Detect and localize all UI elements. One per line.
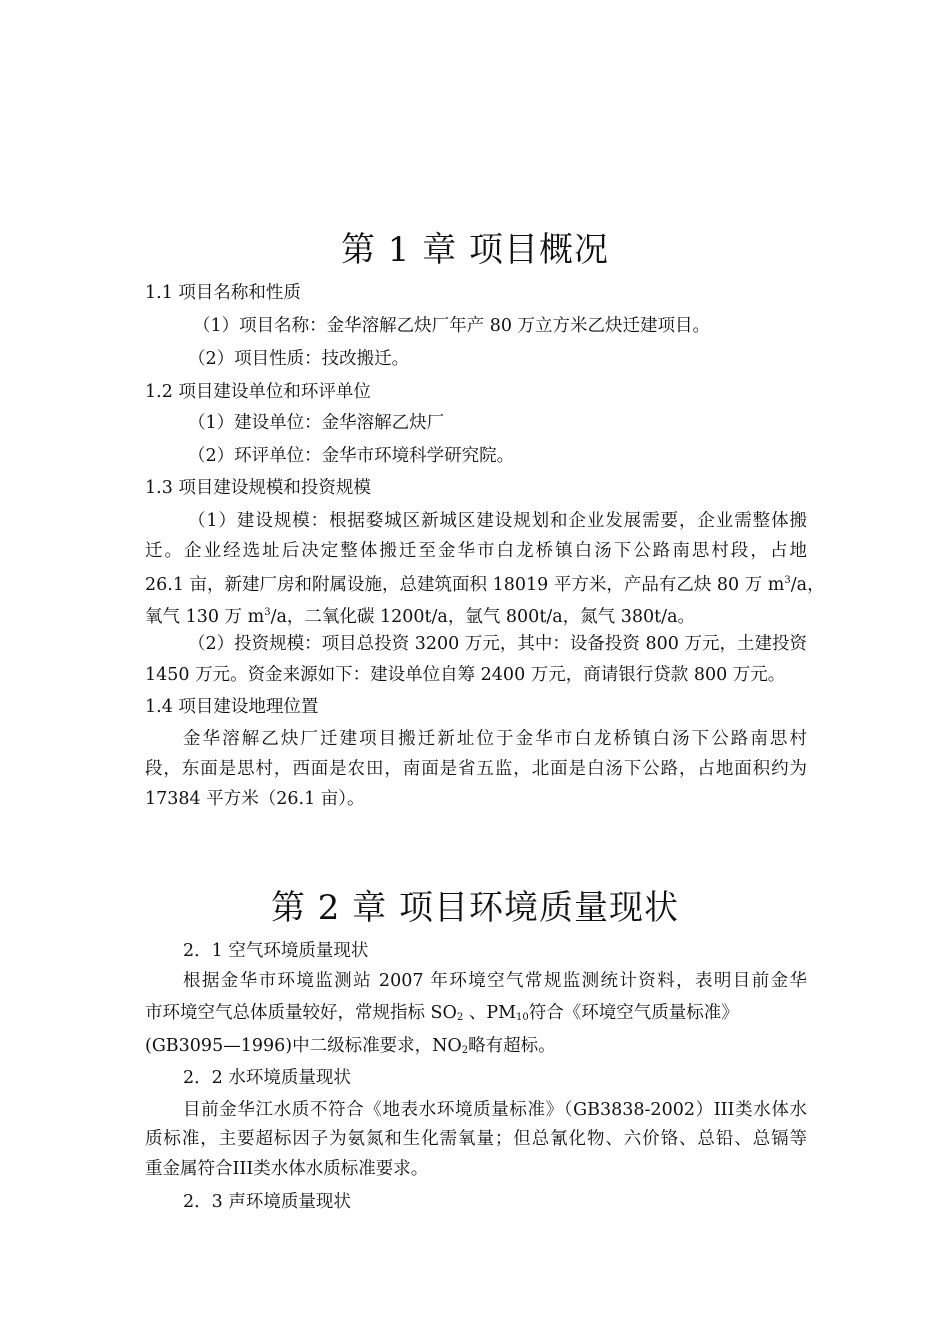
section-1-3-heading: 1.3 项目建设规模和投资规模 — [145, 478, 371, 498]
investment-paragraph-line-1: （2）投资规模：项目总投资 3200 万元，其中：设备投资 800 万元，土建投资 — [188, 634, 807, 654]
construction-unit-item: （1）建设单位：金华溶解乙炔厂 — [188, 413, 445, 433]
scale-paragraph-line-3: 26.1 亩，新建厂房和附属设施，总建筑面积 18019 平方米，产品有乙炔 80 万 $m^3/a$， — [145, 575, 825, 595]
location-paragraph-line-2: 段，东面是思村，西面是农田，南面是省五监，北面是白汤下公路，占地面积约为 — [145, 759, 807, 779]
investment-paragraph-line-2: 1450 万元。资金来源如下：建设单位自筹 2400 万元，商请银行贷款 800 万元。 — [145, 665, 786, 685]
water-paragraph-line-2: 质标准，主要超标因子为氨氮和生化需氧量；但总氰化物、六价铬、总铅、总镉等 — [145, 1129, 807, 1149]
scale-paragraph-line-4: 氧气 130 万 $m^3/a$，二氧化碳 1200t/a，氩气 800t/a，氮气 380t/a。 — [145, 607, 696, 627]
section-1-2-heading: 1.2 项目建设单位和环评单位 — [145, 382, 371, 402]
project-name-item: （1）项目名称：金华溶解乙炔厂年产 80 万立方米乙炔迁建项目。 — [193, 316, 711, 336]
air-paragraph-line-3: (GB3095—1996)中二级标准要求，$NO_2$略有超标。 — [145, 1036, 556, 1056]
section-1-1-heading: 1.1 项目名称和性质 — [145, 283, 301, 303]
superscript-3: 3 — [264, 607, 271, 618]
section-2-3-heading: 2．3 声环境质量现状 — [183, 1192, 351, 1212]
superscript-3: 3 — [784, 575, 791, 586]
section-1-4-heading: 1.4 项目建设地理位置 — [145, 697, 319, 717]
scale-paragraph-line-1: （1）建设规模：根据婺城区新城区建设规划和企业发展需要，企业需整体搬 — [188, 511, 807, 531]
location-paragraph-line-1: 金华溶解乙炔厂迁建项目搬迁新址位于金华市白龙桥镇白汤下公路南思村 — [183, 729, 807, 749]
location-paragraph-line-3: 17384 平方米（26.1 亩）。 — [145, 789, 365, 809]
subscript-2: 2 — [456, 1012, 464, 1023]
water-paragraph-line-1: 目前金华江水质不符合《地表水环境质量标准》（GB3838-2002）III类水体水 — [183, 1100, 807, 1120]
air-paragraph-line-2: 市环境空气总体质量较好，常规指标 $SO_2$ 、$PM_{10}$符合《环境空气质量标准》 — [145, 1003, 739, 1023]
scale-paragraph-line-2: 迁。企业经选址后决定整体搬迁至金华市白龙桥镇白汤下公路南思村段，占地 — [145, 541, 807, 561]
chapter-1-title: 第 1 章 项目概况 — [340, 230, 610, 270]
section-2-2-heading: 2．2 水环境质量现状 — [183, 1068, 351, 1088]
section-2-1-heading: 2．1 空气环境质量现状 — [183, 941, 369, 961]
air-paragraph-line-1: 根据金华市环境监测站 2007 年环境空气常规监测统计资料，表明目前金华 — [183, 971, 807, 991]
eia-unit-item: （2）环评单位：金华市环境科学研究院。 — [188, 446, 515, 466]
water-paragraph-line-3: 重金属符合III类水体水质标准要求。 — [145, 1159, 429, 1179]
subscript-2: 2 — [461, 1045, 469, 1056]
subscript-10: 10 — [516, 1012, 529, 1023]
project-nature-item: （2）项目性质：技改搬迁。 — [188, 349, 410, 369]
chapter-2-title: 第 2 章 项目环境质量现状 — [270, 888, 680, 928]
